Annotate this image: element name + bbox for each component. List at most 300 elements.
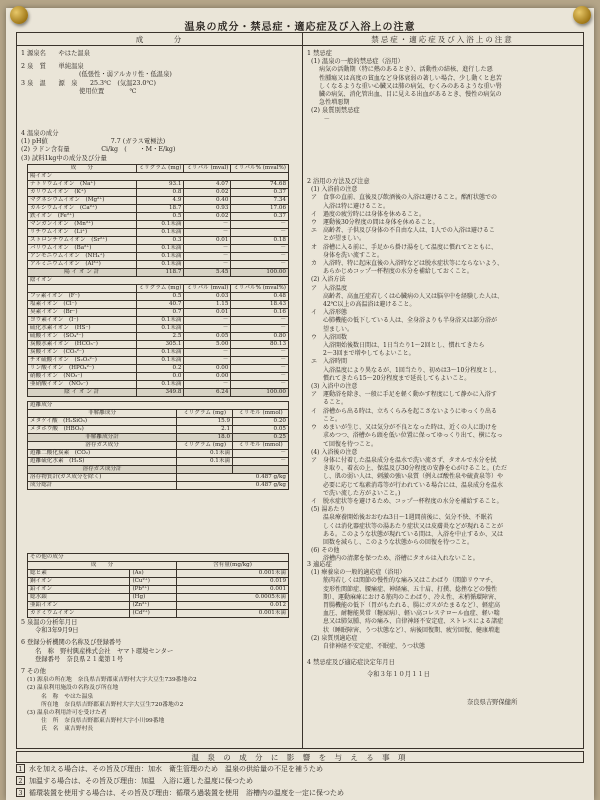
anion-row bbox=[28, 365, 289, 373]
other-symbol: (Zn²⁺) bbox=[130, 602, 177, 610]
other-name: カドミウムイオン bbox=[28, 610, 130, 618]
anion-name: 臭素イオン (Br⁻) bbox=[28, 309, 137, 317]
cation-value: 0.93 bbox=[184, 205, 231, 213]
facility-address: 所在地 奈良県吉野郡東吉野村大字大豆生720番地の2 bbox=[41, 701, 184, 708]
text-line: 求めつつ、浴槽から頭を低い位置に保ってゆっくり出て、横になっ bbox=[311, 432, 503, 440]
nonion-col-mg: ミリグラム (mg) bbox=[177, 410, 233, 418]
anion-row bbox=[28, 301, 289, 309]
nonion-value: 2.1 bbox=[177, 426, 233, 434]
text-line: 回数を減らし、このような状態からの回復を待つこと。 bbox=[311, 538, 474, 546]
other-symbol: (Hg) bbox=[130, 594, 177, 602]
anion-value: 0.00 bbox=[184, 365, 231, 373]
text-line: ウ めまいが生じ、又は気分が不良となった時は、近くの人に助けを bbox=[311, 424, 498, 432]
text-line: 臓の病気、消化管出血、目に見える出血があるとき、慢性の病気の bbox=[319, 91, 502, 99]
cation-row bbox=[28, 205, 289, 213]
cation-name: ナトリウムイオン (Na⁺) bbox=[28, 181, 137, 189]
cation-value: － bbox=[231, 261, 289, 269]
text-line: カ 入浴時、特に起床直後の入浴時などは脱水症状等にならないよう、 bbox=[311, 260, 504, 268]
other-col-content: 含有量(mg/kg) bbox=[177, 562, 289, 570]
facility-label: (2) 温泉利用施設の名称及び所在地 bbox=[27, 685, 119, 692]
anion-col-mg: ミリグラム (mg) bbox=[136, 285, 184, 293]
text-line: しくなるような重い心臓又は肺の病気、むくみのあるような重い腎 bbox=[319, 82, 502, 90]
anion-name: フッ素イオン (F⁻) bbox=[28, 293, 137, 301]
anion-name: 炭酸イオン (CO₃²⁻) bbox=[28, 349, 137, 357]
nonion-total-mmol: 0.25 bbox=[233, 434, 289, 442]
grand-total-value: 0.487 g/kg bbox=[177, 482, 289, 490]
anion-value: 0.0 bbox=[136, 373, 184, 381]
text-line: イ 浴槽から出る時は、立ちくらみを起こさないようにゆっくり出る bbox=[311, 407, 497, 415]
text-line: ア 入浴温度 bbox=[311, 284, 348, 292]
air-temp: (気温23.0℃) bbox=[117, 79, 156, 87]
gas-row bbox=[28, 450, 289, 458]
text-line: ること。 bbox=[311, 399, 348, 407]
anion-col-mvalpct: ミリバル% (mval%) bbox=[231, 285, 289, 293]
anion-row bbox=[28, 349, 289, 357]
cation-value: － bbox=[184, 261, 231, 269]
gas-name: 遊離硫化水素 (H₂S) bbox=[28, 458, 177, 466]
other-value: 0.012 bbox=[177, 602, 289, 610]
factor-text: 加温する場合は、その旨及び理由：加温 入浴に適した温度に保つため bbox=[29, 777, 253, 785]
other-name: 鉛イオン bbox=[28, 586, 130, 594]
source-name: やはた温泉 bbox=[58, 50, 90, 57]
cation-row bbox=[28, 189, 289, 197]
text-line: し、肌の弱い人は、刺激の強い泉質（例えば酸性泉や硫黄泉等）や bbox=[311, 473, 504, 481]
other-row bbox=[28, 578, 289, 586]
other-row bbox=[28, 586, 289, 594]
other-value: 0.019 bbox=[177, 578, 289, 586]
anion-name: リン酸イオン (HPO₄²⁻) bbox=[28, 365, 137, 373]
anion-value: 0.5 bbox=[136, 293, 184, 301]
text-line: (6) その他 bbox=[311, 547, 340, 555]
radon-label: (2) ラドン含有量 bbox=[21, 146, 70, 154]
text-line: 必要に応じて塩素消毒等が行われている場合には、温泉成分を温水 bbox=[311, 481, 504, 489]
text-line: 入浴温度により異なるが、1回当たり、初めは3～10分程度とし、 bbox=[311, 366, 501, 374]
gas-value: － bbox=[233, 458, 289, 466]
cation-name: マンガンイオン (Mn²⁺) bbox=[28, 221, 137, 229]
other-label: 7 その他 bbox=[21, 668, 46, 676]
text-line: ア 食事の直前、直後及び飲酒後の入浴は避けること。酩酊状態での bbox=[311, 194, 498, 202]
cation-row bbox=[28, 237, 289, 245]
anion-row bbox=[28, 373, 289, 381]
text-line: 病気の活動期（特に熱のあるとき）、活動性の結核、進行した悪 bbox=[319, 66, 493, 74]
other-row bbox=[28, 602, 289, 610]
decision-date-value: 令和３年１０月１１日 bbox=[367, 671, 430, 679]
cation-row bbox=[28, 253, 289, 261]
anion-col-component bbox=[28, 285, 137, 293]
cation-row bbox=[28, 245, 289, 253]
cation-col-mval: ミリバル (mval) bbox=[184, 165, 231, 173]
gas-row bbox=[28, 458, 289, 466]
anion-value: － bbox=[184, 317, 231, 325]
influencing-factors-heading: 温 泉 の 成 分 に 影 響 を 与 え る 事 項 bbox=[16, 751, 584, 763]
anion-value: － bbox=[231, 365, 289, 373]
right-column-header: 禁忌症・適応症及び入浴上の注意 bbox=[302, 33, 583, 46]
anion-name: 炭酸水素イオン (HCO₃⁻) bbox=[28, 341, 137, 349]
analysis-heading: 4 温泉の成分 bbox=[21, 130, 59, 137]
registration-info bbox=[21, 619, 299, 734]
gas-name: 遊離二酸化炭素 (CO₂) bbox=[28, 450, 177, 458]
anion-value: 0.7 bbox=[136, 309, 184, 317]
cation-value: － bbox=[184, 253, 231, 261]
cation-name: ストロンチウムイオン (Sr²⁺) bbox=[28, 237, 137, 245]
other-row bbox=[28, 570, 289, 578]
factor-number: 3 bbox=[16, 788, 25, 797]
general-contraindication-body bbox=[307, 66, 581, 107]
anion-value: － bbox=[231, 349, 289, 357]
text-line: ア 身体に付着した温泉成分を温水で洗い流さず、タオルで水分を拭 bbox=[311, 456, 497, 464]
anion-value: 5.00 bbox=[184, 341, 231, 349]
nonion-total-mg: 18.0 bbox=[177, 434, 233, 442]
factor-number: 2 bbox=[16, 776, 25, 785]
solute-total-label: 溶存物質計(ガス成分を除く) bbox=[28, 474, 177, 482]
spring-quality-sub: (低張性・弱アルカリ性・低温泉) bbox=[79, 71, 172, 79]
authority-name: 奈良県吉野保健所 bbox=[467, 699, 518, 707]
ph-value: 7.7 bbox=[110, 138, 121, 146]
other-value: 0.001 bbox=[177, 586, 289, 594]
text-line: イ 脱水症状等を避けるため、コップ一杯程度の水分を補給すること。 bbox=[311, 497, 503, 505]
anion-value: － bbox=[184, 381, 231, 389]
anion-name: チオ硫酸イオン (S₂O₃²⁻) bbox=[28, 357, 137, 365]
cation-value: 0.37 bbox=[231, 213, 289, 221]
cation-value: － bbox=[184, 229, 231, 237]
general-contraindication-heading: (1) 温泉の一般的禁忌症（浴用） bbox=[311, 58, 404, 66]
nonion-row bbox=[28, 418, 289, 426]
text-line: こと。 bbox=[311, 415, 342, 423]
gas-col-mmol: ミリモル (mmol) bbox=[233, 442, 289, 450]
anion-name: 塩素イオン (Cl⁻) bbox=[28, 301, 137, 309]
cation-value: 4.07 bbox=[184, 181, 231, 189]
indications bbox=[307, 561, 581, 651]
text-line: で洗い流した方がよいこと。) bbox=[311, 489, 401, 497]
lab-name: 名 称 野村興産株式会社 ヤマト環境センター bbox=[35, 647, 174, 655]
cation-value: 0.1未満 bbox=[136, 229, 184, 237]
anion-row bbox=[28, 325, 289, 333]
cation-value: 0.02 bbox=[184, 213, 231, 221]
other-symbol: (Cu²⁺) bbox=[130, 578, 177, 586]
specific-contraindication-heading: (2) 泉質別禁忌症 bbox=[311, 107, 360, 115]
text-line: オ 浴槽に入る前に、手足から掛け湯をして温度に慣れてとともに、 bbox=[311, 243, 498, 251]
cation-value: － bbox=[184, 221, 231, 229]
anion-value: 80.13 bbox=[231, 341, 289, 349]
anion-total-mvalpct: 100.00 bbox=[231, 389, 289, 397]
text-line: 入浴開始後数日間は、1日当たり1～2回とし、慣れてきたら bbox=[311, 342, 485, 350]
cation-value: － bbox=[231, 253, 289, 261]
text-line: 浴槽内の清潔を保つため、浴槽にタオルは入れないこと。 bbox=[311, 555, 479, 563]
text-line: 42℃以上の高温浴は避けること。 bbox=[311, 301, 416, 309]
contraindication-heading: 1 禁忌症 bbox=[307, 50, 332, 57]
text-line: (4) 入浴後の注意 bbox=[311, 448, 358, 456]
text-line: (5) 湯あたり bbox=[311, 506, 346, 514]
other-value: 0.001未満 bbox=[177, 570, 289, 578]
permit-holder-name: 氏 名 東吉野村長 bbox=[41, 726, 94, 733]
other-value: 0.0005未満 bbox=[177, 594, 289, 602]
factor-number: 1 bbox=[16, 764, 25, 773]
permit-holder-address: 住 所 奈良県吉野郡東吉野村大字小川99番地 bbox=[41, 718, 165, 725]
anion-value: 0.1未満 bbox=[136, 317, 184, 325]
source-name-label: 1 源泉名 bbox=[21, 50, 46, 57]
text-line: エ 高齢者、子供及び身体の不自由な人は、1人での入浴は避けるこ bbox=[311, 227, 495, 235]
text-line: 血圧、耐糖能異常（糖尿病）、軽い高コレステロール血症、軽い喘 bbox=[311, 610, 500, 618]
anion-row bbox=[28, 317, 289, 325]
anion-value: 0.80 bbox=[231, 333, 289, 341]
text-line: ア 運動浴を除き、一般に手足を軽く動かす程度にして静かに入浴す bbox=[311, 391, 497, 399]
anion-name: 硫化水素イオン (HS⁻) bbox=[28, 325, 137, 333]
other-symbol: (Cd²⁺) bbox=[130, 610, 177, 618]
cation-name: アルミニウムイオン (Al³⁺) bbox=[28, 261, 137, 269]
decision-date-heading: 4 禁忌症及び適応症決定年月日 bbox=[307, 659, 395, 666]
text-line: ある。このような状態が現れている間は、入浴を中止するか、又は bbox=[311, 530, 504, 538]
factor-text: 循環装置を使用する場合は、その旨及び理由：循環ろ過装置を使用 浴槽内の温度を一定に保つため bbox=[29, 789, 344, 797]
anion-value: － bbox=[184, 357, 231, 365]
cation-col-component: 成 分 bbox=[28, 165, 137, 173]
text-line: イ 入浴形態 bbox=[311, 309, 348, 317]
anion-value: 0.03 bbox=[184, 293, 231, 301]
cation-total-mg: 118.7 bbox=[136, 269, 184, 277]
anion-name: 亜硝酸イオン (NO₂⁻) bbox=[28, 381, 137, 389]
text-line: 高齢者、高血圧症若しくは心臓病の人又は脳卒中を経験した人は、 bbox=[311, 292, 504, 300]
cation-value: 0.1未満 bbox=[136, 261, 184, 269]
gas-col-mg: ミリグラム (mg) bbox=[177, 442, 233, 450]
text-line: 胃腸機能の低下（胃がもたれる、腸にガスがたまるなど）、軽症高 bbox=[311, 602, 501, 610]
anion-value: 0.05 bbox=[184, 333, 231, 341]
anion-value: － bbox=[184, 349, 231, 357]
text-line: 自律神経不安定症、不眠症、うつ状態 bbox=[311, 643, 426, 651]
cation-row bbox=[28, 197, 289, 205]
cation-value: 93.1 bbox=[136, 181, 184, 189]
cation-total-label: 陽 イ オ ン 計 bbox=[28, 269, 137, 277]
cation-value: － bbox=[231, 245, 289, 253]
cation-value: 0.37 bbox=[231, 189, 289, 197]
text-line: 望ましい。 bbox=[311, 325, 354, 333]
cation-row bbox=[28, 181, 289, 189]
anion-value: 18.43 bbox=[231, 301, 289, 309]
lab-label: 6 登録分析機関の名称及び登録番号 bbox=[21, 639, 122, 647]
text-line: 2～3回まで増やしてもよいこと。 bbox=[311, 350, 415, 358]
bathing-instructions bbox=[307, 178, 581, 564]
anion-value: 0.1未満 bbox=[136, 325, 184, 333]
column-divider bbox=[302, 33, 303, 748]
cation-name: 鉄イオン (Fe²⁺) bbox=[28, 213, 137, 221]
cation-value: 0.5 bbox=[136, 213, 184, 221]
anion-col-mval: ミリバル (mval) bbox=[184, 285, 231, 293]
text-line: (2) 入浴方法 bbox=[311, 276, 346, 284]
other-component-table bbox=[27, 553, 289, 618]
anion-row bbox=[28, 293, 289, 301]
text-line: 状（睡眠障害、うつ状態など）、病後回復期、疲労回復、健康増進 bbox=[311, 626, 501, 634]
text-line: 身体を洗い流すこと。 bbox=[311, 251, 384, 259]
influencing-factor-row bbox=[16, 787, 584, 799]
nonion-value: 0.05 bbox=[233, 426, 289, 434]
specific-contraindication-body: － bbox=[311, 115, 330, 123]
cation-name: リチウムイオン (Li⁺) bbox=[28, 229, 137, 237]
cation-value: 17.06 bbox=[231, 205, 289, 213]
anion-name: 硫酸イオン (SO₄²⁻) bbox=[28, 333, 137, 341]
gas-col-component: 溶存ガス成分 bbox=[28, 442, 177, 450]
indication-body bbox=[307, 569, 581, 651]
other-col-component: 成 分 bbox=[28, 562, 177, 570]
cation-total-mval: 5.45 bbox=[184, 269, 231, 277]
cation-name: バリウムイオン (Ba²⁺) bbox=[28, 245, 137, 253]
anion-value: － bbox=[231, 317, 289, 325]
cation-name: アンモニウムイオン (NH₄⁺) bbox=[28, 253, 137, 261]
anion-value: 0.48 bbox=[231, 293, 289, 301]
nonion-col-mmol: ミリモル (mmol) bbox=[233, 410, 289, 418]
cation-row bbox=[28, 221, 289, 229]
text-line: 入浴は特に避けること。 bbox=[311, 202, 390, 210]
nonion-col-component: 非解離成分 bbox=[28, 410, 177, 418]
anion-name: 硝酸イオン (NO₃⁻) bbox=[28, 373, 137, 381]
text-line: エ 入浴時間 bbox=[311, 358, 348, 366]
pushpin-left-icon bbox=[10, 6, 28, 24]
use-position-label: 使用位置 bbox=[79, 87, 105, 95]
free-component-table bbox=[27, 401, 289, 490]
text-line: 急性増悪期 bbox=[319, 99, 350, 107]
notice-sheet bbox=[6, 8, 594, 800]
anion-value: 0.00 bbox=[184, 373, 231, 381]
spring-quality: 単純温泉 bbox=[58, 63, 84, 71]
other-row bbox=[28, 610, 289, 618]
text-line: 筋肉若しくは関節の慢性的な痛み又はこわばり（関節リウマチ、 bbox=[311, 577, 497, 585]
anion-value: － bbox=[231, 357, 289, 365]
cation-row bbox=[28, 261, 289, 269]
cation-value: 0.1未満 bbox=[136, 253, 184, 261]
cation-col-mvalpct: ミリバル% (mval%) bbox=[231, 165, 289, 173]
anion-row bbox=[28, 333, 289, 341]
anion-title: 陰イオン bbox=[28, 277, 289, 285]
cation-value: 0.02 bbox=[184, 189, 231, 197]
lab-number: 登録番号 奈良県２１薬第１号 bbox=[35, 655, 124, 663]
cation-title: 陽イオン bbox=[28, 173, 289, 181]
page-title: 温泉の成分・禁忌症・適応症及び入浴上の注意 bbox=[184, 22, 416, 33]
anion-value: 305.1 bbox=[136, 341, 184, 349]
text-line: 慣れてきたら15～20分程度まで延長してもよいこと。 bbox=[311, 374, 471, 382]
text-line: (1) 入浴前の注意 bbox=[311, 186, 358, 194]
anion-name: ヨウ素イオン (I⁻) bbox=[28, 317, 137, 325]
text-line: て回復を待つこと。 bbox=[311, 440, 378, 448]
cation-value: 0.01 bbox=[184, 237, 231, 245]
influencing-factor-row bbox=[16, 763, 584, 775]
text-line: (2) 泉質別適応症 bbox=[311, 634, 358, 642]
text-line: 期）、運動麻痺における筋肉のこわばり、冷え性、末梢循環障害、 bbox=[311, 593, 501, 601]
anion-value: 0.1未満 bbox=[136, 357, 184, 365]
use-position-unit: ℃ bbox=[129, 87, 137, 95]
indication-heading: 3 適応症 bbox=[307, 561, 332, 568]
text-line: しくは消化器症状等の湯あたり症状又は皮膚炎などが現れることが bbox=[311, 522, 504, 530]
other-name: 総水銀 bbox=[28, 594, 130, 602]
gas-total-mmol bbox=[233, 466, 289, 474]
nonion-row bbox=[28, 426, 289, 434]
influencing-factors bbox=[16, 751, 584, 799]
nonion-value: 0.20 bbox=[233, 418, 289, 426]
text-line: ウ 運動後30分程度の間は身体を休めること。 bbox=[311, 219, 439, 227]
cation-value: 0.1未満 bbox=[136, 221, 184, 229]
cation-value: 18.7 bbox=[136, 205, 184, 213]
other-value: 0.001未満 bbox=[177, 610, 289, 618]
sample-label: (3) 試料1kg中の成分及び分量 bbox=[21, 154, 107, 162]
contraindications bbox=[307, 50, 581, 124]
gas-total-mg bbox=[177, 466, 233, 474]
text-line: とが望ましい。 bbox=[311, 235, 366, 243]
anion-value: 2.5 bbox=[136, 333, 184, 341]
gas-value: 0.1未満 bbox=[177, 450, 233, 458]
cation-row bbox=[28, 229, 289, 237]
cation-value: 0.3 bbox=[136, 237, 184, 245]
ph-method: (ガラス電極法) bbox=[122, 138, 166, 146]
other-name: 総ヒ素 bbox=[28, 570, 130, 578]
source-location: (1) 源泉の所在地 奈良県吉野郡東吉野村大字大豆生739番地の2 bbox=[27, 677, 197, 684]
spring-temp-label: 3 泉 温 bbox=[21, 79, 46, 87]
text-line: 心肺機能の低下している人は、全身浴よりも半身浴又は部分浴が bbox=[311, 317, 498, 325]
cation-value: 0.40 bbox=[184, 197, 231, 205]
other-name: 銅イオン bbox=[28, 578, 130, 586]
bathing-body bbox=[307, 186, 581, 563]
cation-value: 0.1未満 bbox=[136, 245, 184, 253]
cation-value: 4.9 bbox=[136, 197, 184, 205]
anion-value: － bbox=[231, 381, 289, 389]
spring-quality-label: 2 泉 質 bbox=[21, 63, 46, 71]
anion-value: － bbox=[231, 373, 289, 381]
anion-value: 1.15 bbox=[184, 301, 231, 309]
cation-value: － bbox=[231, 221, 289, 229]
other-title: その他の成分 bbox=[28, 554, 289, 562]
anion-row bbox=[28, 309, 289, 317]
influencing-factor-row bbox=[16, 775, 584, 787]
text-line: あらかじめコップ一杯程度の水分を補給しておくこと。 bbox=[311, 268, 473, 276]
anion-value: 40.7 bbox=[136, 301, 184, 309]
source-info bbox=[21, 50, 299, 96]
text-line: 変形性関節症、腰痛症、神経痛、五十肩、打撲、捻挫などの慢性 bbox=[311, 585, 498, 593]
spring-temp-source-label: 源 泉 bbox=[58, 79, 78, 87]
factor-text: 水を加える場合は、その旨及び理由：加水 衛生管理のため 温泉の供給量の不足を補うため bbox=[29, 765, 323, 773]
anion-value: 0.2 bbox=[136, 365, 184, 373]
anion-row bbox=[28, 357, 289, 365]
cation-total-mvalpct: 100.00 bbox=[231, 269, 289, 277]
other-symbol: (Pb²⁺) bbox=[130, 586, 177, 594]
cation-table bbox=[27, 164, 289, 277]
content-frame bbox=[16, 32, 584, 749]
anion-value: 0.01 bbox=[184, 309, 231, 317]
anion-value: － bbox=[231, 325, 289, 333]
anion-value: 0.16 bbox=[231, 309, 289, 317]
anion-value: 0.1未満 bbox=[136, 381, 184, 389]
anion-value: 0.1未満 bbox=[136, 349, 184, 357]
solute-total-value: 0.487 g/kg bbox=[177, 474, 289, 482]
cation-value: － bbox=[184, 245, 231, 253]
gas-value: － bbox=[233, 450, 289, 458]
anion-table bbox=[27, 276, 289, 397]
text-line: 温泉療養開始後おおむね3日～1週間前後に、気分不快、不眠若 bbox=[311, 514, 493, 522]
cation-row bbox=[28, 213, 289, 221]
gas-total-label: 溶存ガス成分計 bbox=[28, 466, 177, 474]
gas-value: 0.1未満 bbox=[177, 458, 233, 466]
analysis-date-label: 5 泉温の分析年月日 bbox=[21, 619, 78, 626]
pushpin-right-icon bbox=[573, 6, 591, 24]
text-line: (3) 入浴中の注意 bbox=[311, 383, 358, 391]
facility-name: 名 称 やはた温泉 bbox=[41, 693, 94, 700]
other-symbol: (As) bbox=[130, 570, 177, 578]
grand-total-label: 成分総計 bbox=[28, 482, 177, 490]
cation-value: 74.68 bbox=[231, 181, 289, 189]
text-line: (1) 療養泉の一般的適応症（浴用） bbox=[311, 569, 406, 577]
cation-value: 0.8 bbox=[136, 189, 184, 197]
text-line: き取り、着衣の上、保温及び30分程度の安静を心がけること。(ただ bbox=[311, 465, 507, 473]
analysis-header bbox=[21, 130, 299, 163]
cation-col-mg: ミリグラム (mg) bbox=[136, 165, 184, 173]
other-row bbox=[28, 594, 289, 602]
other-name: 亜鉛イオン bbox=[28, 602, 130, 610]
text-line: 性腫瘍又は高度の貧血など身体衰弱の著しい場合、少し動くと息苦 bbox=[319, 74, 502, 82]
free-title: 遊離成分 bbox=[28, 402, 289, 410]
